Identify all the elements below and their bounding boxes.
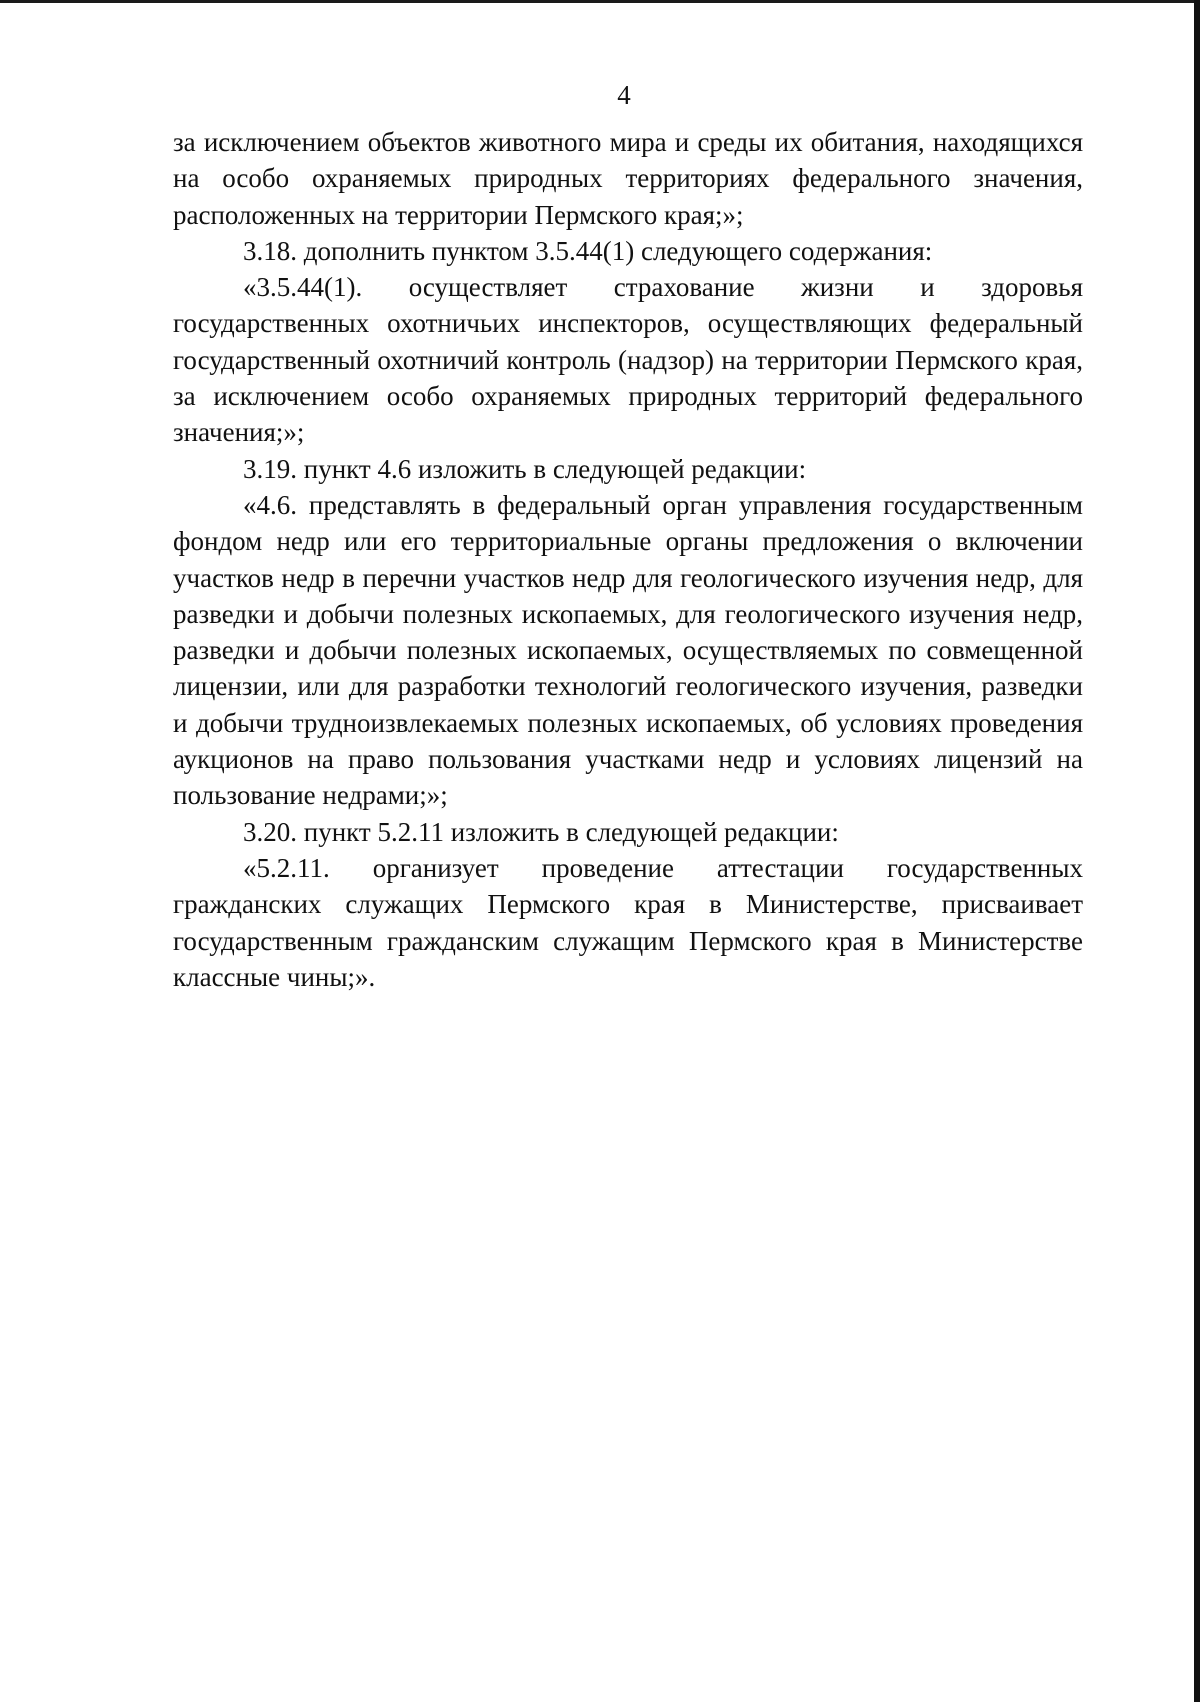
document-body [173, 124, 1083, 995]
page-number: 4 [617, 80, 631, 110]
paragraph-quote-4-6: «4.6. представлять в федеральный орган управления государственным фондом недр или его территориальные органы предложения о включении участков недр в перечни участков недр для геологического изучения недр, для разведки и добычи полезных ископаемых, для геологического изучения недр, разведки и добычи полезных ископаемых, осуществляемых по совмещенной лицензии, или для разработки технологий геологического изучения, разведки и добычи трудноизвлекаемых полезных ископаемых, об условиях проведения аукционов на право пользования участками недр и условиях лицензий на пользование недрами;»; [173, 489, 1083, 811]
paragraph-item-3-20: 3.20. пункт 5.2.11 изложить в следующей редакции: [243, 816, 839, 847]
paragraph-item-3-18: 3.18. дополнить пунктом 3.5.44(1) следующего содержания: [243, 235, 933, 266]
paragraph-quote-5-2-11: «5.2.11. организует проведение аттестации государственных гражданских служащих Пермского края в Министерстве, присваивает государственным гражданским служащим Пермского края в Министерстве классные чины;». [173, 852, 1083, 992]
paragraph-continuation: за исключением объектов животного мира и среды их обитания, находящихся на особо охраняемых природных территориях федерального значения, расположенных на территории Пермского края;»; [173, 127, 1083, 230]
paragraph-quote-3-5-44-1: «3.5.44(1). осуществляет страхование жизни и здоровья государственных охотничьих инспекторов, осуществляющих федеральный государственный охотничий контроль (надзор) на территории Пермского края, за исключением особо охраняемых природных территорий федерального значения;»; [173, 272, 1083, 448]
paragraph-item-3-19: 3.19. пункт 4.6 изложить в следующей редакции: [243, 453, 807, 484]
scan-border-right [1194, 0, 1200, 1702]
scan-border-top [0, 0, 1200, 3]
